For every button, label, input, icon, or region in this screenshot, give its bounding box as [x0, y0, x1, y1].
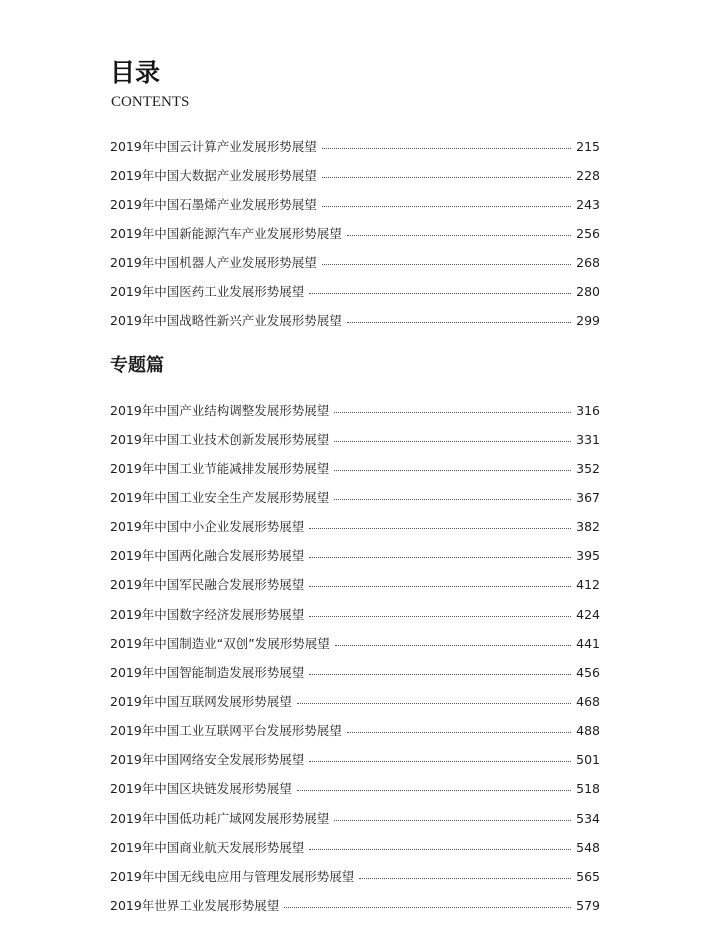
toc-entry[interactable] [110, 629, 600, 658]
toc-entry-title: 2019年中国网络安全发展形势展望 [110, 752, 305, 768]
toc-entry[interactable] [110, 746, 600, 775]
dot-leader [309, 527, 571, 529]
dot-leader [334, 411, 571, 413]
toc-entry-page: 268 [576, 255, 600, 271]
toc-entry[interactable] [110, 862, 600, 891]
toc-entry[interactable] [110, 775, 600, 804]
toc-entry-page: 352 [576, 460, 600, 476]
dot-leader [309, 673, 571, 675]
dot-leader [334, 819, 571, 821]
toc-entry-title: 2019年中国低功耗广域网发展形势展望 [110, 810, 330, 826]
toc-entry[interactable] [110, 833, 600, 862]
dot-leader [334, 440, 571, 442]
toc-entry-title: 2019年中国石墨烯产业发展形势展望 [110, 196, 317, 212]
toc-entry-page: 579 [576, 897, 600, 913]
toc-entry[interactable] [110, 454, 600, 483]
toc-entry-page: 331 [576, 431, 600, 447]
dot-leader [359, 877, 571, 879]
toc-entry-title: 2019年中国医药工业发展形势展望 [110, 284, 305, 300]
dot-leader [347, 234, 571, 236]
dot-leader [297, 789, 571, 791]
toc-special-list [110, 396, 600, 921]
toc-main-list [110, 132, 600, 336]
toc-entry-title: 2019年中国无线电应用与管理发展形势展望 [110, 868, 355, 884]
toc-entry[interactable] [110, 687, 600, 716]
page-title: 目录 [110, 58, 161, 87]
dot-leader [284, 906, 571, 908]
toc-entry-page: 565 [576, 868, 600, 884]
toc-entry[interactable] [110, 396, 600, 425]
dot-leader [297, 702, 571, 704]
page-subtitle: CONTENTS [111, 94, 190, 110]
toc-entry-page: 243 [576, 196, 600, 212]
toc-entry[interactable] [110, 542, 600, 571]
toc-entry[interactable] [110, 891, 600, 920]
toc-entry-page: 228 [576, 167, 600, 183]
toc-entry-title: 2019年中国智能制造发展形势展望 [110, 664, 305, 680]
dot-leader [322, 147, 571, 149]
toc-entry[interactable] [110, 307, 600, 336]
toc-entry[interactable] [110, 278, 600, 307]
toc-entry[interactable] [110, 513, 600, 542]
toc-entry[interactable] [110, 425, 600, 454]
toc-entry-page: 382 [576, 519, 600, 535]
toc-entry-title: 2019年中国战略性新兴产业发展形势展望 [110, 313, 342, 329]
toc-entry[interactable] [110, 483, 600, 512]
toc-entry-title: 2019年世界工业发展形势展望 [110, 897, 280, 913]
dot-leader [309, 760, 571, 762]
toc-entry-page: 456 [576, 664, 600, 680]
toc-entry-page: 395 [576, 548, 600, 564]
toc-entry-title: 2019年中国中小企业发展形势展望 [110, 519, 305, 535]
dot-leader [322, 176, 571, 178]
toc-entry-title: 2019年中国军民融合发展形势展望 [110, 577, 305, 593]
toc-entry-page: 441 [576, 635, 600, 651]
toc-entry-page: 424 [576, 606, 600, 622]
dot-leader [334, 469, 571, 471]
toc-entry-title: 2019年中国制造业“双创”发展形势展望 [110, 635, 330, 651]
toc-entry-page: 256 [576, 225, 600, 241]
dot-leader [347, 731, 571, 733]
toc-entry-title: 2019年中国大数据产业发展形势展望 [110, 167, 317, 183]
toc-entry-title: 2019年中国云计算产业发展形势展望 [110, 138, 317, 154]
toc-entry[interactable] [110, 658, 600, 687]
toc-entry[interactable] [110, 132, 600, 161]
toc-entry-title: 2019年中国工业技术创新发展形势展望 [110, 431, 330, 447]
dot-leader [347, 321, 571, 323]
toc-entry-title: 2019年中国工业互联网平台发展形势展望 [110, 723, 342, 739]
toc-entry-title: 2019年中国互联网发展形势展望 [110, 693, 292, 709]
dot-leader [309, 292, 571, 294]
dot-leader [322, 205, 571, 207]
toc-entry-page: 316 [576, 402, 600, 418]
toc-entry[interactable] [110, 571, 600, 600]
toc-entry[interactable] [110, 717, 600, 746]
dot-leader [322, 263, 571, 265]
toc-entry-title: 2019年中国两化融合发展形势展望 [110, 548, 305, 564]
toc-entry-title: 2019年中国新能源汽车产业发展形势展望 [110, 225, 342, 241]
toc-entry-title: 2019年中国工业安全生产发展形势展望 [110, 489, 330, 505]
dot-leader [309, 585, 571, 587]
toc-entry-title: 2019年中国产业结构调整发展形势展望 [110, 402, 330, 418]
toc-entry-page: 488 [576, 723, 600, 739]
toc-entry-page: 501 [576, 752, 600, 768]
toc-entry[interactable] [110, 190, 600, 219]
toc-entry-page: 518 [576, 781, 600, 797]
toc-entry-title: 2019年中国数字经济发展形势展望 [110, 606, 305, 622]
toc-entry-page: 299 [576, 313, 600, 329]
toc-entry[interactable] [110, 249, 600, 278]
toc-entry-page: 367 [576, 489, 600, 505]
toc-entry-title: 2019年中国机器人产业发展形势展望 [110, 255, 317, 271]
toc-entry[interactable] [110, 600, 600, 629]
dot-leader [309, 615, 571, 617]
toc-entry-page: 468 [576, 693, 600, 709]
section-heading: 专题篇 [110, 355, 164, 376]
dot-leader [309, 556, 571, 558]
toc-entry[interactable] [110, 219, 600, 248]
toc-entry-page: 534 [576, 810, 600, 826]
toc-entry-title: 2019年中国区块链发展形势展望 [110, 781, 292, 797]
toc-entry-page: 215 [576, 138, 600, 154]
dot-leader [334, 498, 571, 500]
toc-entry-page: 280 [576, 284, 600, 300]
toc-entry-page: 412 [576, 577, 600, 593]
toc-entry-title: 2019年中国商业航天发展形势展望 [110, 839, 305, 855]
toc-entry[interactable] [110, 804, 600, 833]
toc-entry-page: 548 [576, 839, 600, 855]
dot-leader [335, 644, 571, 646]
toc-entry[interactable] [110, 161, 600, 190]
dot-leader [309, 848, 571, 850]
toc-entry-title: 2019年中国工业节能减排发展形势展望 [110, 460, 330, 476]
